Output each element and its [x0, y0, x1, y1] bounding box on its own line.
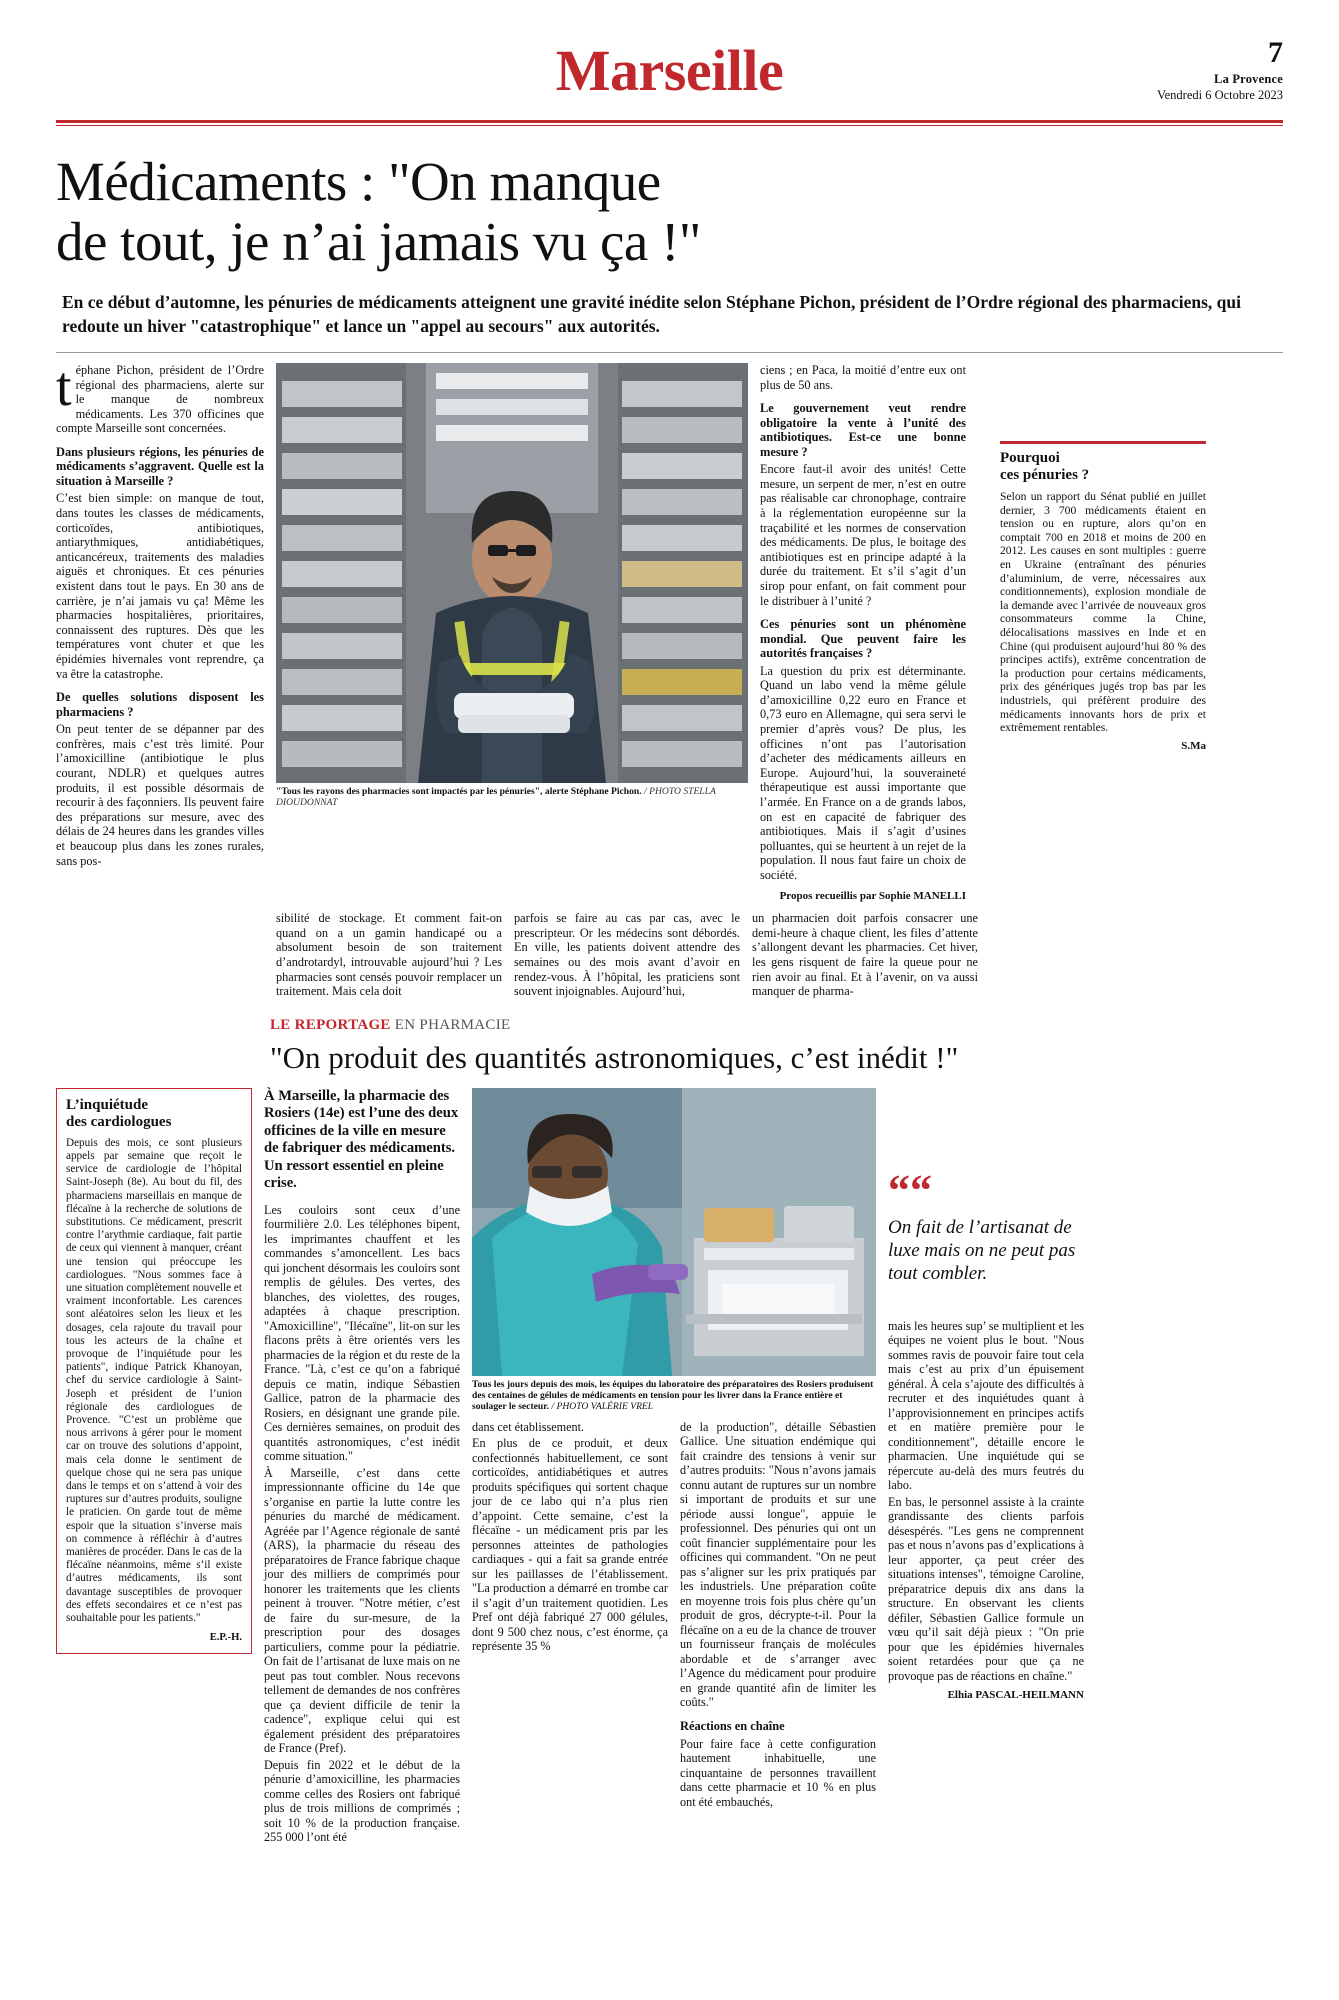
cont-col-1: sibilité de stockage. Et comment fait-on quand on a un gamin handicapé ou a absolument besoin de son traitement d’androtardyl, introuvable aujourd’hui ? Les pharmacies sont censés pouvoir remplacer un traitement. Mais cela doit — [276, 911, 502, 999]
lab-photo-credit: / PHOTO VALÉRIE VREL — [551, 1400, 654, 1412]
photo-caption-text: "Tous les rayons des pharmacies sont impactés par les pénuries", alerte Stéphane Pichon. — [276, 786, 642, 797]
answer-4: La question du prix est déterminante. Quand un labo vend la même gélule d’amoxicilline 0,22 euro en France et 0,73 euro en Allemagne, qui sera servi le premier d’après vous? De plus, les officines n’ont pas l’autorisation d’acheter des médicaments ailleurs en Europe. Aujourd’hui, la souveraineté thérapeutique est aussi importante que l’armée. En France on a de grands labos, on est en capacité de fabriquer des antibiotiques. Mais il s’agit d’usines polluantes, qui se heurtent à un rejet de la population. Il nous faut faire un choix de société. — [760, 663, 966, 882]
column-1 — [56, 356, 264, 903]
reportage-col2-body-b: En plus de ce produit, et deux confectionnés habituellement, ce sont corticoïdes, antidiabétiques et autres produits spécifiques qui sortent chaque jour de ce labo qui n’a plus rien d’appoint. Cette semaine, c’est la flécaïne - un médicament pris par les personnes atteintes de pathologies cardiaques - qui a fait sa grande entrée sur les paillasses de l’établissement. "La production a démarré en trombe car il s’agit d’un traitement quotidien. Les Pref ont déjà fabriqué 27 000 gélules, dont 9 500 chez nous, c’est énorme, ça représente 35 % — [472, 1436, 668, 1654]
answer-3: Encore faut-il avoir des unités! Cette mesure, un serpent de mer, n’est en outre pas réalisable car chronophage, contraire à la réglementation européenne sur la traçabilité et les normes de conservation des médicaments. De plus, le boitage des antibiotiques est en principe adapté à la durée du traitement. Et s’il s’agit d’un sirop pour enfant, on fait comment pour le distribuer à l’unité ? — [760, 462, 966, 608]
masthead-rule-thick — [56, 120, 1283, 123]
article-standfirst: En ce début d’automne, les pénuries de médicaments atteignent une gravité inédite selon Stéphane Pichon, président de l’Ordre régional des pharmaciens, qui redoute un hiver "catastrophique" et lance un "appel au secours" aux autorités. — [62, 292, 1241, 336]
sidebar-left-title-line1: L’inquiétude — [66, 1096, 148, 1113]
headline-line-1: Médicaments : "On manque — [56, 151, 661, 212]
cont-col-3: un pharmacien doit parfois consacrer une demi-heure à chaque client, les files d’attente s’allongent devant les pharmacies. Cet hiver, les gens risquent de faire la queue pour ne rien avoir au final. Et à l’avenir, on va aussi manquer de pharma- — [752, 911, 978, 999]
main-photo — [276, 363, 748, 783]
reportage-section — [56, 1017, 1283, 1845]
reportage-signature: Elhia PASCAL-HEILMANN — [947, 1689, 1084, 1702]
masthead — [56, 36, 1283, 114]
reportage-grid — [56, 1088, 1283, 1845]
column-2 — [276, 363, 748, 903]
main-photo-caption — [276, 786, 748, 808]
reportage-subhead: Réactions en chaîne — [680, 1718, 785, 1733]
reportage-col4-body-b: En bas, le personnel assiste à la crainte grandissante des clients parfois désespérés. "Les gens ne comprennent pas et nous n’avons pas d’explications à leur apporter, ça peut créer des situations intenses", témoigne Caroline, préparatrice depuis dix ans dans la structure. En observant les clients défiler, Sébastien Gallice formule un vœu qu’il sait déjà pieux : "On prie pour que les épidémies hivernales soient retardées pour que ça ne provoque pas de réactions en chaîne." — [888, 1494, 1084, 1683]
sidebar-right-title-line1: Pourquoi — [1000, 450, 1060, 466]
reportage-lede: À Marseille, la pharmacie des Rosiers (14e) est l’une des deux officines de la ville en mesure de fabriquer des médicaments. Un ressort essentiel en pleine crise. — [264, 1087, 459, 1192]
pharmacist-lab-photo-illustration — [472, 1088, 876, 1376]
sidebar-left-wrap — [56, 1088, 252, 1845]
masthead-meta — [1157, 38, 1283, 103]
sidebar-right-body: Selon un rapport du Sénat publié en juillet dernier, 3 700 médicaments étaient en tension ou en rupture, alors qu’on en comptait 700 en 2018 et moins de 200 en 2012. Les causes en sont multiples : guerre en Ukraine (entraînant des pénuries d’aluminium, de verre, nécessaires aux conditionnements), explosion mondiale de la demande avec l’arrivée de nouveaux gros consommateurs comme la Chine, délocalisations massives en Inde et en Chine (qui produisent aujourd’hui 80 % des principes actifs), extrême concentration de la production pour certains médicaments, prix des génériques jugés trop bas par les industriels, qui préfèrent produire des médicaments innovants hors de prix et extrêmement rentables. — [1000, 490, 1206, 735]
masthead-rule-thin — [56, 125, 1283, 126]
sidebar-left-title — [66, 1097, 242, 1131]
reportage-col-4 — [888, 1088, 1084, 1845]
photo-credit: / PHOTO STELLA DIOUDONNAT — [276, 786, 716, 808]
reportage-photo-col — [472, 1088, 876, 1845]
pullquote — [888, 1165, 1084, 1285]
question-3: Le gouvernement veut rendre obligatoire la vente à l’unité des antibiotiques. Est-ce une bonne mesure ? — [760, 401, 966, 459]
sidebar-right-title-line2: ces pénuries ? — [1000, 467, 1090, 483]
sidebar-left-box — [56, 1088, 252, 1655]
reportage-col-1 — [264, 1088, 460, 1845]
reportage-col1-body: Les couloirs sont ceux d’une fourmilière 2.0. Les téléphones bipent, les imprimantes chauffent et les commandes s’amoncellent. Les bacs qui jonchent désormais les couloirs sont remplis de gélules. Des vertes, des blanches, des violettes, des rouges, adaptées à chaque prescription. "Amoxicilline", "Ilécaïne", lit-on sur les flacons prêts à être orientés vers les pharmacies de la région et du reste de la France. "Là, c’est ce qu’on a fabriqué depuis ce matin, indique Sébastien Gallice, patron de la pharmacie des Rosiers, en désignant une grande pile. Ces dernières semaines, on produit des quantités astronomiques, c’est inédit comme situation." — [264, 1202, 460, 1464]
reportage-col2-body: dans cet établissement. — [472, 1419, 585, 1434]
quote-mark-icon: ““ — [888, 1165, 932, 1215]
pharmacy-shelves-photo-illustration — [276, 363, 748, 783]
column-4 — [1000, 441, 1206, 903]
page-number: 7 — [1268, 36, 1283, 69]
column-3 — [760, 363, 966, 903]
cont-col-2: parfois se faire au cas par cas, avec le prescripteur. Or les médecins sont débordés. En ville, les patients doivent attendre des semaines ou des mois avant d’avoir en rendez-vous. À l’hôpital, les praticiens sont souvent injoignables. Aujourd’hui, — [514, 911, 740, 999]
paper-date: Vendredi 6 Octobre 2023 — [1156, 88, 1283, 102]
top-article-grid — [56, 356, 1283, 903]
question-1: Dans plusieurs régions, les pénuries de médicaments s’aggravent. Quelle est la situation à Marseille ? — [56, 444, 264, 488]
reportage-col-2 — [472, 1420, 668, 1810]
reportage-col3-body-b: Pour faire face à cette configuration hautement inhabituelle, une cinquantaine de personnes travaillent dans cette pharmacie et 10 % en plus ont été embauchés, — [680, 1736, 876, 1809]
reportage-col3-body: de la production", détaille Sébastien Gallice. Une situation endémique qui fait craindre des tensions à venir sur d’autres produits: "Nous n’avons jamais connu autant de ruptures sur un nombre si important de produits et sur une période aussi longue", appuie le professionnel. Des pénuries qui ont un coût financier supplémentaire pour les officines qui commandent. "On ne peut pas s’aligner sur les prix pratiqués par les industriels. Une préparation coûte en moyenne trois fois plus chère qu’un produit de gros, décrypte-t-il. Pour la flécaïne on a eu de la chance de trouver un fournisseur français de molécules abordable et de s’arranger avec l’Agence du médicament pour produire en grande quantité afin de limiter les coûts." — [680, 1419, 876, 1710]
reportage-col1-body-c: Depuis fin 2022 et le début de la pénurie d’amoxicilline, les pharmacies comme celles des Rosiers ont fabriqué plus de trois millions de comprimés ; soit 10 % de la production française. 255 000 l’ont été — [264, 1757, 460, 1845]
reportage-col-3 — [680, 1420, 876, 1810]
pullquote-text: On fait de l’artisanat de luxe mais on ne peut pas tout combler. — [888, 1216, 1076, 1284]
answer-1: C’est bien simple: on manque de tout, dans toutes les classes de médicaments, corticoïdes, antibiotiques, antiarythmiques, antidiabétiques, anticancéreux, traitements des maladies aiguës et chroniques. Et ces pénuries existent dans tout le pays. En 30 ans de carrière, je n’ai jamais vu ça! Même les pharmacies hospitalières, prioritaires, connaissent des ruptures. Dès que les températures vont chuter et que les épidémies hivernales vont reprendre, ça va être la catastrophe. — [56, 491, 264, 681]
reportage-headline: "On produit des quantités astronomiques, c’est inédit !" — [270, 1039, 959, 1075]
sidebar-right-title — [1000, 450, 1206, 484]
answer-2: On peut tenter de se dépanner par des confrères, mais c’est très limité. Pour l’amoxicilline (antibiotique le plus courant, NDLR) et quelques autres produits, il est possible désormais de recourir à des façonniers. Ils peuvent faire des préparations sur mesure, avec des délais de 24 heures dans les grandes villes et beaucoup plus dans les zones rurales, sans pos- — [56, 722, 264, 868]
reportage-kicker-rest: EN PHARMACIE — [390, 1016, 511, 1033]
question-4: Ces pénuries sont un phénomène mondial. Que peuvent faire les autorités françaises ? — [760, 617, 966, 661]
sidebar-left-title-line2: des cardiologues — [66, 1113, 172, 1130]
headline-line-2: de tout, je n’ai jamais vu ça !" — [56, 211, 701, 272]
intro-paragraph: téphane Pichon, président de l’Ordre régional des pharmaciens, alerte sur le manque de nombreux médicaments. Les 370 officines que compte Marseille sont concernées. — [56, 356, 264, 436]
lab-photo-caption-text: Tous les jours depuis des mois, les équipes du laboratoire des préparatoires des Rosiers produisent des centaines de gélules de médicaments en tension pour les livrer dans la France entière et soulager le secteur. — [472, 1378, 874, 1412]
section-title: Marseille — [555, 38, 784, 103]
lab-photo-caption — [472, 1379, 876, 1412]
sidebar-left-body: Depuis des mois, ce sont plusieurs appels par semaine que reçoit le service de cardiologie de l’hôpital Saint-Joseph (8e). Au bout du fil, des pharmaciens marseillais en manque de flécaïne à la recherche de solutions de substitutions. Ce médicament, prescrit contre l’arythmie cardiaque, fait partie de ceux qui viennent à manquer, créant une tension qui préoccupe les cardiologues. "Nous sommes face à une situation complètement nouvelle et vraiment inconfortable. Les carences sont aléatoires selon les lieux et les dosages, cela rajoute du travail pour tous les acteurs de la chaîne et provoque de l’inquiétude pour les patients", indique Patrick Khanoyan, chef du service cardiologie à Saint-Joseph et président de l’union régionale des cardiologues de Provence. "C’est un problème que nous arrivons à gérer pour le moment car on trouve des solutions d’appoint, mais cela donne le sentiment de quelque chose qui ne sera pas unique dans le temps et on s’attend à voir des ruptures sur d’autres produits, souligne le praticien. On garde tout de même espoir que la situation s’inverse mais on commence à réfléchir à d’autres manières de procéder. Dans le cas de la flécaïne néanmoins, même s’il existe d’autres médicaments, ils sont davantage susceptibles de provoquer des effets secondaires et ce n’est pas souhaitable pour les patients." — [66, 1136, 242, 1624]
sidebar-left-signature: E.P.-H. — [209, 1632, 242, 1644]
sidebar-rule — [1000, 441, 1206, 444]
column-spacer — [978, 363, 988, 903]
reportage-kicker-bold: LE REPORTAGE — [270, 1016, 391, 1033]
continuation-grid — [276, 911, 978, 999]
headline-rule — [56, 352, 1283, 353]
reportage-under-photo — [472, 1420, 876, 1810]
reportage-kicker — [270, 1017, 1283, 1034]
sidebar-right-signature: S.Ma — [1181, 739, 1206, 752]
paper-name: La Provence — [1214, 72, 1283, 86]
reportage-col4-body: mais les heures sup’ se multiplient et les équipes ne voient plus le bout. "Nous sommes ravis de pouvoir faire tout cela mais c’est au prix d’un épuisement général. À cela s’ajoute des difficultés à recruter et des inquiétudes quant à l’approvisionnement en principes actifs et en matière première pour le conditionnement", détaille encore le pharmacien. Une inquiétude qui se répercute au-delà des murs feutrés du labo. — [888, 1318, 1084, 1493]
article-headline — [56, 152, 1283, 272]
question-2: De quelles solutions disposent les pharmaciens ? — [56, 690, 264, 719]
col3-top: ciens ; en Paca, la moitié d’entre eux ont plus de 50 ans. — [760, 363, 966, 392]
lab-photo — [472, 1088, 876, 1376]
article-byline: Propos recueillis par Sophie MANELLI — [779, 889, 966, 902]
reportage-col1-body-b: À Marseille, c’est dans cette impressionnante officine du 14e que s’organise en partie la lutte contre les pénuries du marché de médicament. Agréée par l’Agence régionale de santé (ARS), la pharmacie du réseau des préparatoires de France fabrique chaque jour des milliers de comprimés pour honorer les traitements que les clients peinent à trouver. "Notre métier, c’est de faire du sur-mesure, de la prescription pour des dosages particuliers, comme pour la pédiatrie. On fait de l’artisanat de luxe mais on ne peut pas tout combler. Nous recevons tellement de demandes de nos confrères que ça devient difficile de tenir la cadence", explique celui qui est également président des préparatoires de France (Pref). — [264, 1465, 460, 1756]
